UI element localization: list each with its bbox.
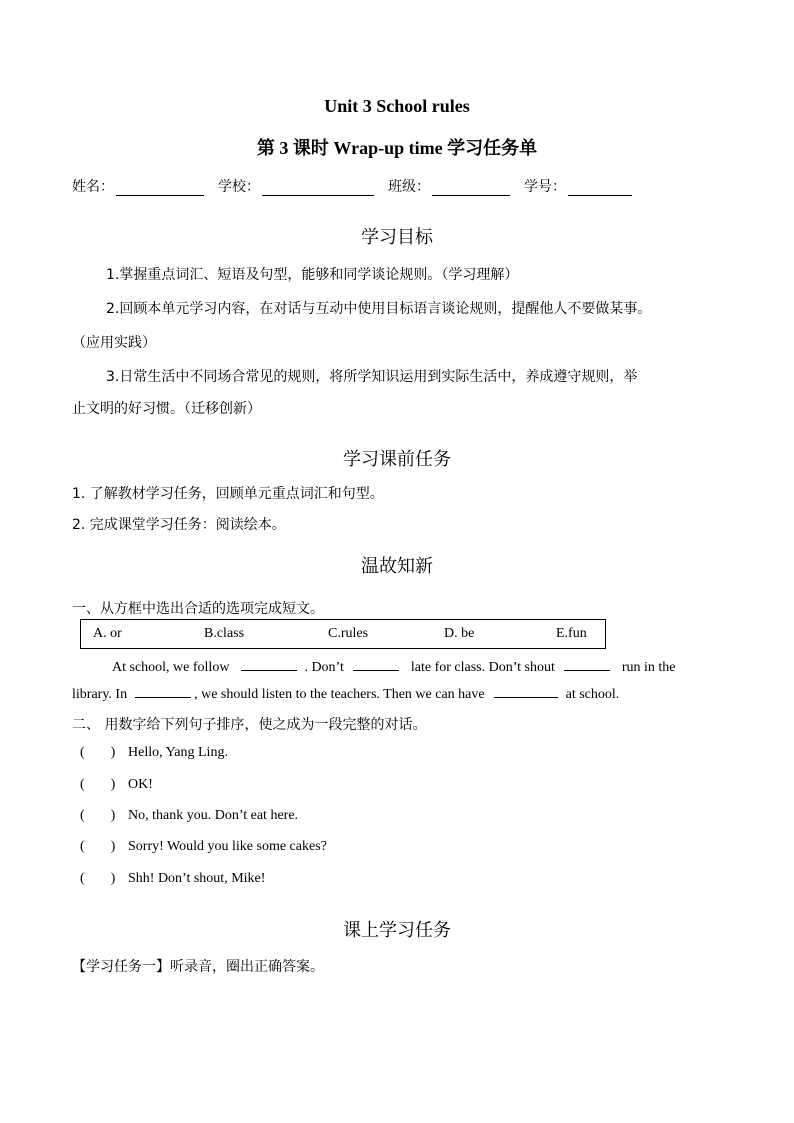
option-e: E.fun — [556, 626, 587, 641]
dialogue-sentence: Shh! Don’t shout, Mike! — [128, 871, 266, 886]
order-paren-2[interactable]: ( ) — [80, 777, 116, 792]
student-info-row — [72, 176, 646, 196]
passage-text: , we should listen to the teachers. Then we can have — [194, 687, 485, 702]
answer-blank[interactable] — [135, 685, 191, 698]
part1-title: 一、从方框中选出合适的选项完成短文。 — [72, 601, 324, 617]
passage-text: at school. — [565, 687, 620, 702]
options-box — [80, 619, 606, 649]
passage-line-1 — [112, 658, 676, 676]
answer-blank[interactable] — [241, 658, 297, 671]
school-label: 学校： — [218, 179, 260, 195]
part2-title: 二、 用数字给下列句子排序，使之成为一段完整的对话。 — [72, 717, 427, 733]
lesson-title: 第 3 课时 Wrap-up time 学习任务单 — [256, 138, 538, 158]
dialogue-sentence: No, thank you. Don’t eat here. — [128, 808, 299, 823]
class-tasks-heading: 课上学习任务 — [343, 920, 451, 941]
dialogue-sentence: Hello, Yang Ling. — [128, 745, 228, 760]
option-a: A. or — [93, 626, 122, 641]
name-label: 姓名： — [72, 179, 114, 195]
passage-text: late for class. Don’t shout — [410, 660, 555, 675]
pre-tasks-heading: 学习课前任务 — [343, 449, 451, 470]
option-c: C.rules — [328, 626, 369, 641]
class-label: 班级： — [388, 179, 430, 195]
goal-item-3a: 3.日常生活中不同场合常见的规则，将所学知识运用到实际生活中，养成遵守规则，举 — [106, 369, 638, 385]
passage-text: library. In — [72, 687, 128, 702]
goal-item-3b: 止文明的好习惯。（迁移创新） — [72, 401, 261, 417]
class-task-1: 【学习任务一】听录音，圈出正确答案。 — [72, 959, 324, 975]
class-blank — [432, 181, 510, 196]
pre-task-item-2: 2. 完成课堂学习任务：阅读绘本。 — [72, 517, 286, 533]
passage-text: At school, we follow — [112, 660, 230, 675]
school-blank — [262, 181, 374, 196]
student-number-label: 学号： — [524, 179, 566, 195]
answer-blank[interactable] — [353, 658, 399, 671]
name-blank — [116, 181, 204, 196]
dialogue-sentence: OK! — [128, 777, 153, 792]
dialogue-sentence: Sorry! Would you like some cakes? — [128, 839, 327, 854]
goal-item-2b: （应用实践） — [72, 335, 156, 351]
answer-blank[interactable] — [564, 658, 610, 671]
pre-task-item-1: 1. 了解教材学习任务，回顾单元重点词汇和句型。 — [72, 486, 384, 502]
passage-text: . Don’t — [304, 660, 344, 675]
order-paren-1[interactable]: ( ) — [80, 745, 116, 760]
answer-blank[interactable] — [494, 685, 558, 698]
option-b: B.class — [204, 626, 245, 641]
unit-title: Unit 3 School rules — [324, 96, 470, 116]
student-number-blank — [568, 181, 632, 196]
passage-text: run in the — [621, 660, 676, 675]
goal-item-1: 1.掌握重点词汇、短语及句型，能够和同学谈论规则。（学习理解） — [106, 267, 519, 283]
review-heading: 温故知新 — [361, 556, 433, 577]
order-paren-5[interactable]: ( ) — [80, 871, 116, 886]
goals-heading: 学习目标 — [361, 227, 433, 248]
passage-line-2 — [72, 685, 619, 703]
order-paren-4[interactable]: ( ) — [80, 839, 116, 854]
option-d: D. be — [444, 626, 475, 641]
goal-item-2a: 2.回顾本单元学习内容，在对话与互动中使用目标语言谈论规则，提醒他人不要做某事。 — [106, 301, 652, 317]
order-paren-3[interactable]: ( ) — [80, 808, 116, 823]
